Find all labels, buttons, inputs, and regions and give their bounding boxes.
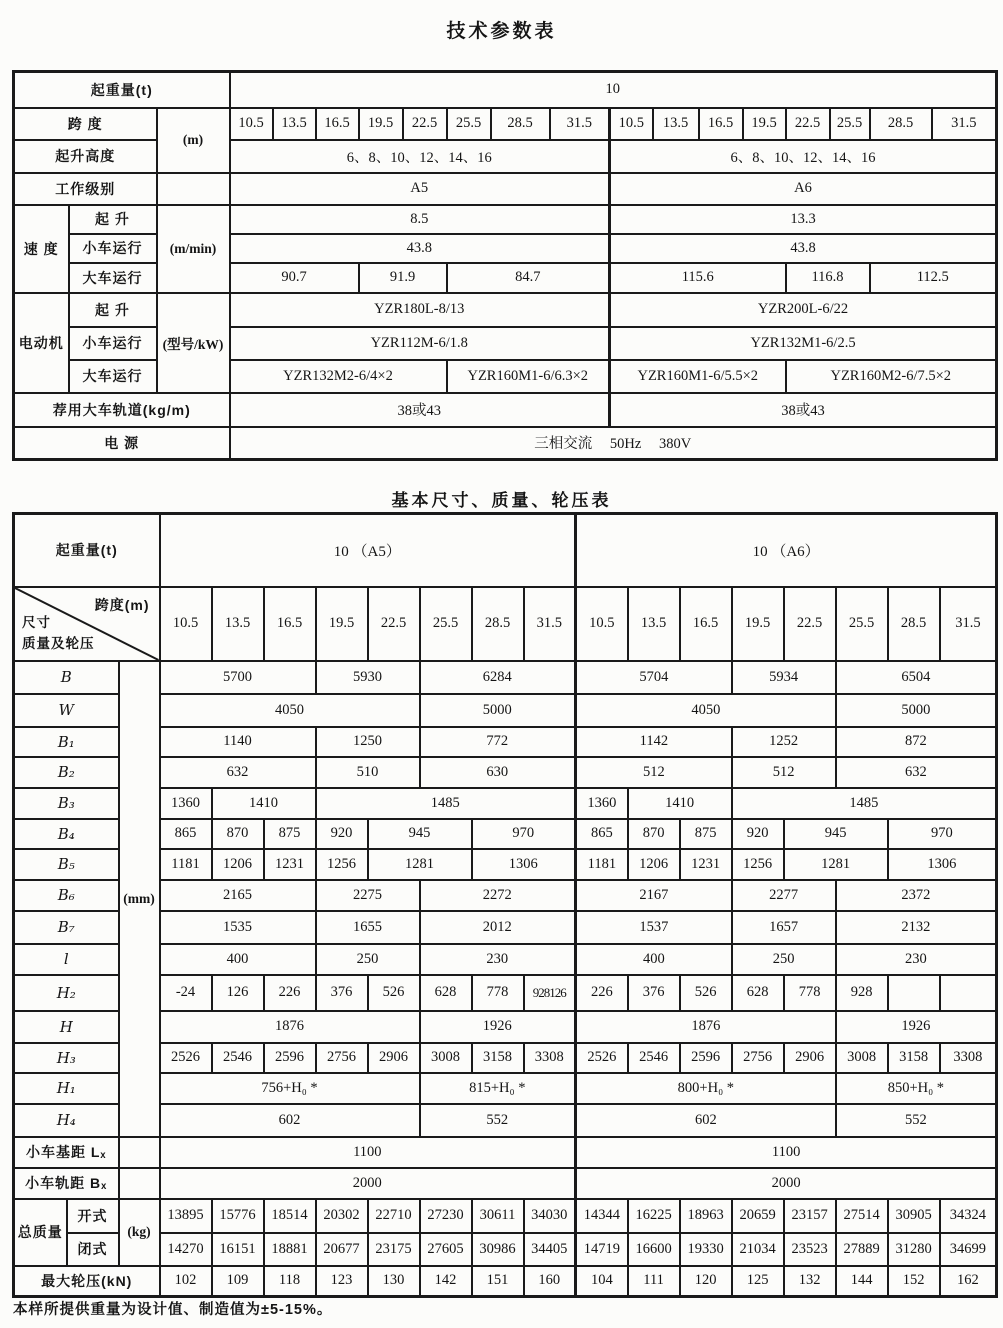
value-cell: 1142	[576, 727, 732, 757]
value-cell: 3308	[524, 1043, 576, 1073]
value-cell: 23523	[784, 1233, 836, 1266]
value-cell: 1281	[368, 849, 472, 880]
value-cell: 10.5	[576, 587, 628, 661]
value-cell: 116.8	[786, 263, 870, 293]
value-cell: 20659	[732, 1199, 784, 1233]
value-cell: 2596	[680, 1043, 732, 1073]
value-cell: 1655	[316, 911, 420, 944]
section-a6: 10 （A6）	[576, 514, 997, 587]
value-cell: 25.5	[420, 587, 472, 661]
value-cell: 376	[628, 975, 680, 1011]
value-cell: 31.5	[550, 108, 610, 140]
value-cell: 20302	[316, 1199, 368, 1233]
value-cell: 13.5	[628, 587, 680, 661]
value-cell: 552	[836, 1104, 997, 1137]
value-cell: 1360	[160, 788, 212, 819]
value-cell: 22.5	[784, 587, 836, 661]
row-label-trolley-base: 小车基距 Lₓ	[14, 1137, 119, 1168]
value-cell: 34030	[524, 1199, 576, 1233]
row-label-H4: H₄	[14, 1104, 119, 1137]
diag-span-label: 跨度(m)	[94, 596, 150, 613]
value-cell: 130	[368, 1266, 420, 1297]
value-cell: 160	[524, 1266, 576, 1297]
value-cell: 19.5	[743, 108, 786, 140]
value-cell: 2756	[316, 1043, 368, 1073]
value-cell: 144	[836, 1266, 888, 1297]
row-label-duty-class: 工作级别	[14, 173, 157, 205]
value-cell: 15776	[212, 1199, 264, 1233]
value-cell: 23157	[784, 1199, 836, 1233]
value-cell: 25.5	[447, 108, 491, 140]
value-cell	[119, 1168, 160, 1199]
value-cell: 43.8	[230, 234, 610, 263]
value-cell: 125	[732, 1266, 784, 1297]
value-cell: 928	[836, 975, 888, 1011]
row-label-B4: B₄	[14, 819, 119, 849]
value-cell: 16600	[628, 1233, 680, 1266]
value-cell: 43.8	[610, 234, 997, 263]
value-cell: 31.5	[524, 587, 576, 661]
value-cell: 870	[628, 819, 680, 849]
value-cell: 111	[628, 1266, 680, 1297]
value-cell: 23175	[368, 1233, 420, 1266]
row-label-B: B	[14, 661, 119, 694]
row-label-trolley-speed: 小车运行	[69, 234, 157, 263]
row-label-H2: H₂	[14, 975, 119, 1011]
value-cell: 226	[576, 975, 628, 1011]
value-cell: 1231	[680, 849, 732, 880]
value-cell: 22.5	[368, 587, 420, 661]
value-cell: 16225	[628, 1199, 680, 1233]
row-label-crane-speed: 大车运行	[69, 263, 157, 293]
value-cell: 18514	[264, 1199, 316, 1233]
row-label-trolley-motor: 小车运行	[69, 327, 157, 360]
value-cell: 1100	[576, 1137, 997, 1168]
value-cell: 3158	[888, 1043, 940, 1073]
value-cell: 5934	[732, 661, 836, 694]
value-cell: 13.3	[610, 205, 997, 234]
value-cell: 526	[368, 975, 420, 1011]
value-cell: 602	[160, 1104, 420, 1137]
value-cell: 14344	[576, 1199, 628, 1233]
value-cell: 31280	[888, 1233, 940, 1266]
value-cell: 1206	[628, 849, 680, 880]
value-cell: 1181	[576, 849, 628, 880]
row-label-B7: B₇	[14, 911, 119, 944]
value-cell: 2272	[420, 880, 576, 911]
value-cell: 1360	[576, 788, 628, 819]
value-cell: 19.5	[359, 108, 403, 140]
value-cell: 34699	[940, 1233, 997, 1266]
value-cell: 21034	[732, 1233, 784, 1266]
value-cell: 1206	[212, 849, 264, 880]
value-cell: 1252	[732, 727, 836, 757]
value-cell: 31.5	[940, 587, 997, 661]
value-cell: 16.5	[264, 587, 316, 661]
value-cell: 13.5	[653, 108, 699, 140]
value-cell: 16.5	[699, 108, 743, 140]
value-cell: 1281	[784, 849, 888, 880]
value-cell: 102	[160, 1266, 212, 1297]
row-label-trolley-gauge: 小车轨距 Bₓ	[14, 1168, 119, 1199]
value-cell: YZR112M-6/1.8	[230, 327, 610, 360]
row-label-B6: B₆	[14, 880, 119, 911]
value-cell: 2546	[628, 1043, 680, 1073]
value-cell: 151	[472, 1266, 524, 1297]
value-cell: 22.5	[403, 108, 447, 140]
value-cell: 2546	[212, 1043, 264, 1073]
unit-model-kw: (型号/kW)	[157, 293, 230, 393]
value-cell: 800+H₀ *	[576, 1073, 836, 1104]
value-cell: 1250	[316, 727, 420, 757]
value-cell: 1926	[836, 1011, 997, 1043]
value-cell: 10.5	[610, 108, 653, 140]
value-cell: 6、8、10、12、14、16	[230, 140, 610, 173]
unit-m: (m)	[157, 108, 230, 173]
value-cell: 115.6	[610, 263, 786, 293]
value-cell: 2526	[576, 1043, 628, 1073]
value-cell: 38或43	[230, 393, 610, 427]
row-label-hoist-motor: 起 升	[69, 293, 157, 327]
value-cell: YZR132M2-6/4×2	[230, 360, 447, 393]
value-cell: 28.5	[472, 587, 524, 661]
value-cell: 602	[576, 1104, 836, 1137]
row-label-power: 电 源	[14, 427, 230, 460]
value-cell: 13.5	[212, 587, 264, 661]
value-cell: 872	[836, 727, 997, 757]
value-cell: 3308	[940, 1043, 997, 1073]
value-cell: 756+H₀ *	[160, 1073, 420, 1104]
value-cell: 865	[576, 819, 628, 849]
value-cell: 3008	[420, 1043, 472, 1073]
capacity-value: 10	[230, 72, 997, 108]
value-cell: 20677	[316, 1233, 368, 1266]
table1-title: 技术参数表	[446, 21, 557, 42]
value-cell: 126	[212, 975, 264, 1011]
value-cell: 1100	[160, 1137, 576, 1168]
group-label-total-mass: 总质量	[14, 1199, 67, 1266]
value-cell	[119, 1137, 160, 1168]
value-cell: 1306	[472, 849, 576, 880]
value-cell: 152	[888, 1266, 940, 1297]
value-cell: 27230	[420, 1199, 472, 1233]
value-cell: 1485	[316, 788, 576, 819]
row-label-H1: H₁	[14, 1073, 119, 1104]
value-cell: 90.7	[230, 263, 359, 293]
value-cell: 6504	[836, 661, 997, 694]
value-cell: 2167	[576, 880, 732, 911]
value-cell: 162	[940, 1266, 997, 1297]
value-cell: 2526	[160, 1043, 212, 1073]
value-cell: A5	[230, 173, 610, 205]
value-cell: 109	[212, 1266, 264, 1297]
value-cell: 27514	[836, 1199, 888, 1233]
value-cell: 22710	[368, 1199, 420, 1233]
value-cell: 2012	[420, 911, 576, 944]
value-cell: 1926	[420, 1011, 576, 1043]
value-cell: 120	[680, 1266, 732, 1297]
row-label-W: W	[14, 694, 119, 727]
value-cell: 91.9	[359, 263, 447, 293]
value-cell: 1485	[732, 788, 997, 819]
value-cell: 2372	[836, 880, 997, 911]
value-cell: 38或43	[610, 393, 997, 427]
value-cell: 2756	[732, 1043, 784, 1073]
value-cell: 25.5	[836, 587, 888, 661]
value-cell: YZR132M1-6/2.5	[610, 327, 997, 360]
value-cell: 772	[420, 727, 576, 757]
value-cell: 526	[680, 975, 732, 1011]
row-label-closed: 闭式	[67, 1233, 119, 1266]
value-cell: 18963	[680, 1199, 732, 1233]
value-cell: 928126	[524, 975, 576, 1011]
value-cell: 10.5	[230, 108, 273, 140]
row-label-capacity: 起重量(t)	[14, 514, 160, 587]
row-label-rail: 荐用大车轨道(kg/m)	[14, 393, 230, 427]
value-cell: 19.5	[316, 587, 368, 661]
value-cell: -24	[160, 975, 212, 1011]
value-cell: 28.5	[870, 108, 932, 140]
value-cell: 6284	[420, 661, 576, 694]
table2-title: 基本尺寸、质量、轮压表	[391, 491, 612, 510]
value-cell: 552	[420, 1104, 576, 1137]
row-label-max-wheel-load: 最大轮压(kN)	[14, 1266, 160, 1297]
value-cell: YZR180L-8/13	[230, 293, 610, 327]
row-label-crane-motor: 大车运行	[69, 360, 157, 393]
row-label-capacity: 起重量(t)	[14, 72, 230, 108]
value-cell: 5930	[316, 661, 420, 694]
row-label-H3: H₃	[14, 1043, 119, 1073]
value-cell: 250	[732, 944, 836, 975]
value-cell: 400	[576, 944, 732, 975]
value-cell: 1256	[732, 849, 784, 880]
value-cell: 870	[212, 819, 264, 849]
footnote: 本样所提供重量为设计值、制造值为±5-15%。	[13, 1302, 333, 1318]
value-cell: 10.5	[160, 587, 212, 661]
value-cell: 18881	[264, 1233, 316, 1266]
row-label-B3: B₃	[14, 788, 119, 819]
value-cell: 226	[264, 975, 316, 1011]
value-cell: 875	[680, 819, 732, 849]
value-cell: 920	[316, 819, 368, 849]
row-label-span: 跨 度	[14, 108, 157, 140]
value-cell: 970	[888, 819, 997, 849]
value-cell: A6	[610, 173, 997, 205]
value-cell: 1537	[576, 911, 732, 944]
value-cell: 34405	[524, 1233, 576, 1266]
value-cell: 230	[420, 944, 576, 975]
value-cell: 630	[420, 757, 576, 788]
value-cell: 5700	[160, 661, 316, 694]
value-cell: 920	[732, 819, 784, 849]
value-cell: 1306	[888, 849, 997, 880]
value-cell: 628	[420, 975, 472, 1011]
diagonal-cell	[15, 588, 159, 660]
value-cell: 5000	[836, 694, 997, 727]
value-cell: 510	[316, 757, 420, 788]
value-cell: 2165	[160, 880, 316, 911]
value-cell: 250	[316, 944, 420, 975]
value-cell: 13.5	[273, 108, 316, 140]
value-cell: 3158	[472, 1043, 524, 1073]
value-cell: 632	[836, 757, 997, 788]
value-cell: 632	[160, 757, 316, 788]
value-cell: 865	[160, 819, 212, 849]
row-label-l: l	[14, 944, 119, 975]
value-cell: 376	[316, 975, 368, 1011]
row-label-B1: B₁	[14, 727, 119, 757]
value-cell: 4050	[576, 694, 836, 727]
value-cell: 142	[420, 1266, 472, 1297]
value-cell: 628	[732, 975, 784, 1011]
row-label-H: H	[14, 1011, 119, 1043]
group-label-motor: 电动机	[14, 293, 69, 393]
unit-kg: (kg)	[119, 1199, 160, 1266]
value-cell: 1410	[212, 788, 316, 819]
value-cell: 1256	[316, 849, 368, 880]
value-cell: 2277	[732, 880, 836, 911]
diagonal-header	[14, 587, 160, 661]
value-cell	[888, 975, 940, 1011]
value-cell: 1140	[160, 727, 316, 757]
row-label-open: 开式	[67, 1199, 119, 1233]
value-cell: 1410	[628, 788, 732, 819]
value-cell: 30611	[472, 1199, 524, 1233]
value-cell: 512	[732, 757, 836, 788]
value-cell: 5704	[576, 661, 732, 694]
value-cell: 31.5	[932, 108, 997, 140]
power-value: 三相交流 50Hz 380V	[230, 427, 997, 460]
diag-dim-label: 尺寸 质量及轮压	[22, 614, 95, 651]
value-cell: 16.5	[316, 108, 359, 140]
value-cell: 112.5	[870, 263, 997, 293]
value-cell: 1181	[160, 849, 212, 880]
value-cell: 2906	[784, 1043, 836, 1073]
value-cell: 8.5	[230, 205, 610, 234]
value-cell: 850+H₀ *	[836, 1073, 997, 1104]
value-cell: YZR160M1-6/6.3×2	[447, 360, 610, 393]
value-cell: 104	[576, 1266, 628, 1297]
value-cell: 118	[264, 1266, 316, 1297]
value-cell: 970	[472, 819, 576, 849]
value-cell: 16151	[212, 1233, 264, 1266]
value-cell: 22.5	[786, 108, 830, 140]
value-cell: 945	[368, 819, 472, 849]
value-cell: 30986	[472, 1233, 524, 1266]
value-cell: 945	[784, 819, 888, 849]
value-cell: 132	[784, 1266, 836, 1297]
value-cell: 2132	[836, 911, 997, 944]
value-cell: 4050	[160, 694, 420, 727]
value-cell: YZR160M1-6/5.5×2	[610, 360, 786, 393]
unit-empty	[157, 173, 230, 205]
value-cell: 84.7	[447, 263, 610, 293]
value-cell: 14719	[576, 1233, 628, 1266]
value-cell: 27605	[420, 1233, 472, 1266]
section-a5: 10 （A5）	[160, 514, 576, 587]
value-cell: 3008	[836, 1043, 888, 1073]
value-cell: 230	[836, 944, 997, 975]
group-label-speed: 速 度	[14, 205, 69, 293]
row-label-lift-height: 起升高度	[14, 140, 157, 173]
value-cell: 13895	[160, 1199, 212, 1233]
value-cell: 34324	[940, 1199, 997, 1233]
value-cell: 6、8、10、12、14、16	[610, 140, 997, 173]
value-cell: 2906	[368, 1043, 420, 1073]
value-cell: 875	[264, 819, 316, 849]
value-cell: 16.5	[680, 587, 732, 661]
value-cell: 28.5	[888, 587, 940, 661]
value-cell: 1876	[576, 1011, 836, 1043]
value-cell: 2275	[316, 880, 420, 911]
tech-params-table	[12, 70, 998, 461]
value-cell: 778	[472, 975, 524, 1011]
value-cell: 123	[316, 1266, 368, 1297]
value-cell: 2596	[264, 1043, 316, 1073]
dimensions-mass-wheelload-table	[12, 512, 998, 1298]
value-cell	[940, 975, 997, 1011]
value-cell: 27889	[836, 1233, 888, 1266]
unit-mm: (mm)	[119, 661, 160, 1137]
value-cell: 1657	[732, 911, 836, 944]
value-cell: 14270	[160, 1233, 212, 1266]
value-cell: YZR160M2-6/7.5×2	[786, 360, 997, 393]
value-cell: 25.5	[830, 108, 870, 140]
value-cell: 815+H₀ *	[420, 1073, 576, 1104]
value-cell: 2000	[160, 1168, 576, 1199]
value-cell: 19330	[680, 1233, 732, 1266]
value-cell: 778	[784, 975, 836, 1011]
value-cell: 1535	[160, 911, 316, 944]
unit-m-min: (m/min)	[157, 205, 230, 293]
value-cell: 5000	[420, 694, 576, 727]
value-cell: 2000	[576, 1168, 997, 1199]
value-cell: YZR200L-6/22	[610, 293, 997, 327]
value-cell: 512	[576, 757, 732, 788]
value-cell: 1231	[264, 849, 316, 880]
value-cell: 28.5	[491, 108, 550, 140]
value-cell: 400	[160, 944, 316, 975]
value-cell: 1876	[160, 1011, 420, 1043]
value-cell: 19.5	[732, 587, 784, 661]
row-label-hoist-speed: 起 升	[69, 205, 157, 234]
row-label-B2: B₂	[14, 757, 119, 788]
row-label-B5: B₅	[14, 849, 119, 880]
value-cell: 30905	[888, 1199, 940, 1233]
